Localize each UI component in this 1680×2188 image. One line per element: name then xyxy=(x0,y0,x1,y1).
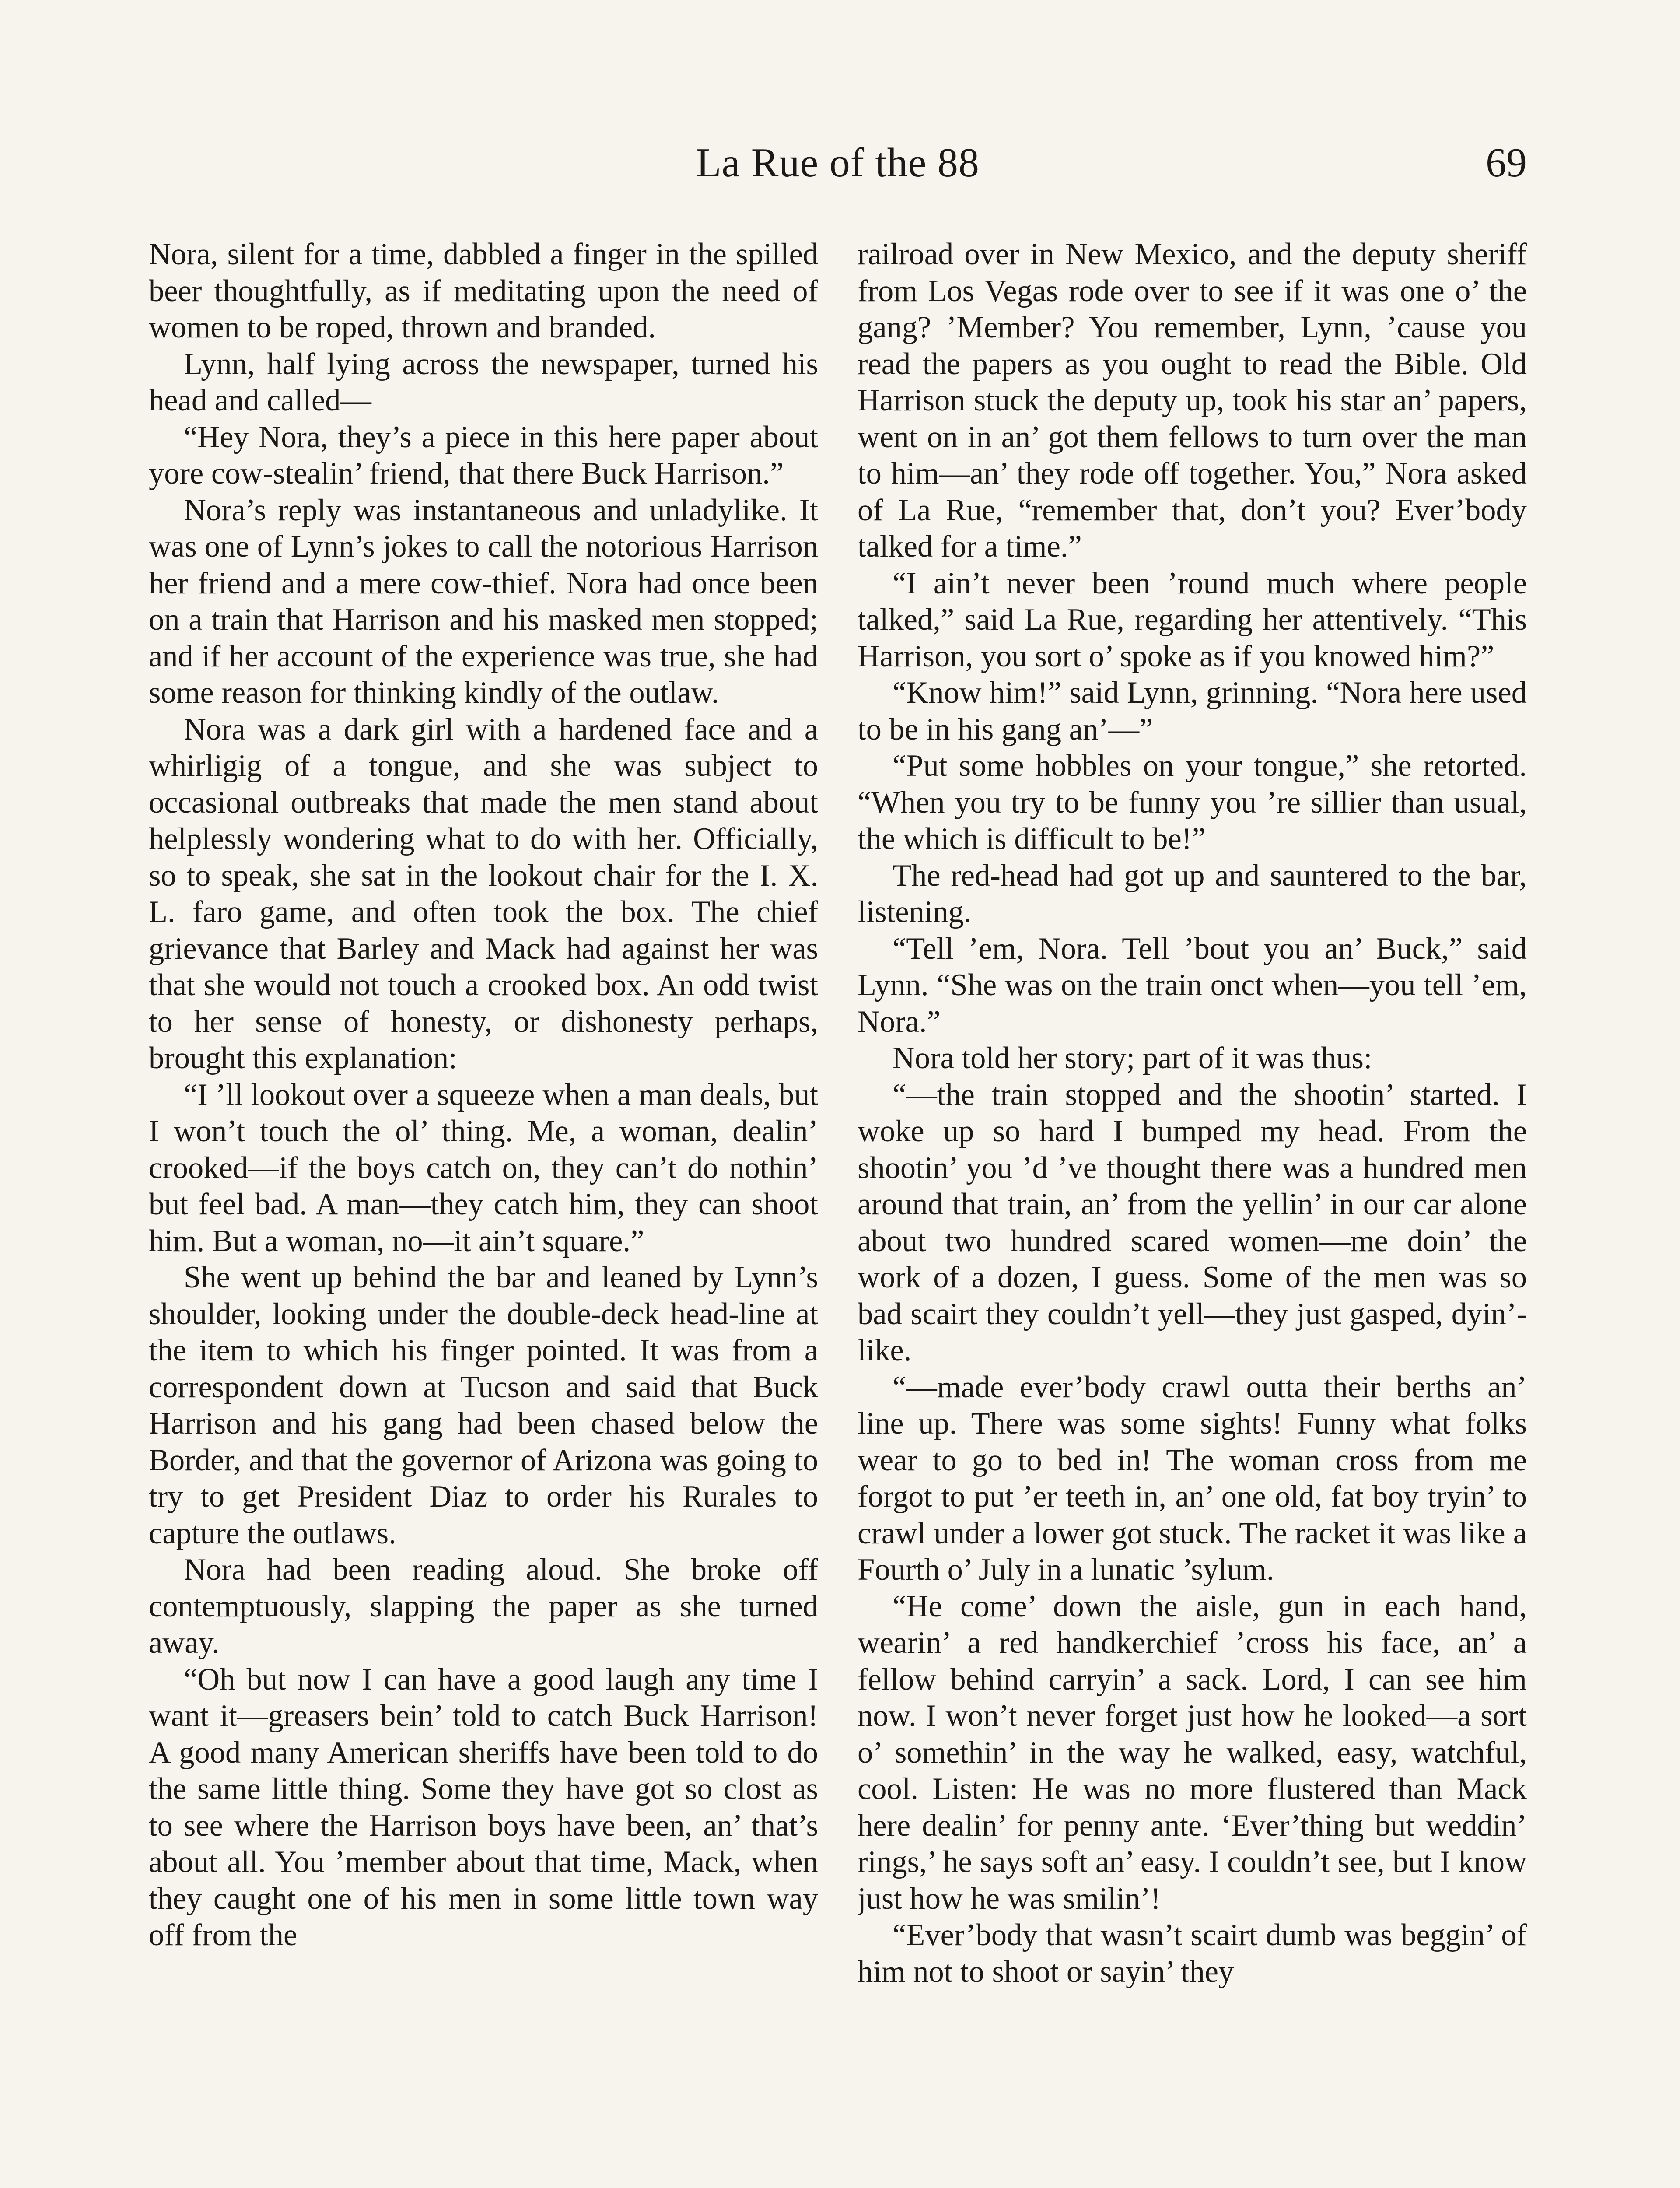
paragraph: Lynn, half lying across the newspaper, turned his head and called— xyxy=(149,347,818,417)
paragraph: “Ever’body that wasn’t scairt dumb was beggin’ of him not to shoot or sayin’ they xyxy=(858,1918,1527,1989)
paragraph: “Oh but now I can have a good laugh any time I want it—greasers bein’ told to catch Buck Harrison! A good many American sheriffs have been told to do the same little thing. Some they have got so clost as to see where the Harrison boys have been, an’ that’s about all. You ’member about that time, Mack, when they caught one of his men in some little town way off from the xyxy=(149,1662,818,1952)
paragraph: The red-head had got up and sauntered to the bar, listening. xyxy=(858,858,1527,929)
paragraph: “—made ever’body crawl outta their berths an’ line up. There was some sights! Funny what folks wear to go to bed in! The woman cross from me forgot to put ’er teeth in, an’ one old, fat boy tryin’ to crawl under a lower got stuck. The racket it was like a Fourth o’ July in a lunatic ’sylum. xyxy=(858,1370,1527,1587)
paragraph: “Put some hobbles on your tongue,” she retorted. “When you try to be funny you ’re sillier than usual, the which is difficult to be!” xyxy=(858,749,1527,856)
paragraph: She went up behind the bar and leaned by Lynn’s shoulder, looking under the double-deck head-line at the item to which his finger pointed. It was from a correspondent down at Tucson and said that Buck Harrison and his gang had been chased below the Border, and that the governor of Arizona was going to try to get President Diaz to order his Rurales to capture the outlaws. xyxy=(149,1260,818,1550)
paragraph: Nora had been reading aloud. She broke off contemptuously, slapping the paper as she turned away. xyxy=(149,1553,818,1660)
right-column xyxy=(858,236,1527,2188)
running-title: La Rue of the 88 xyxy=(696,140,980,186)
paragraph: Nora, silent for a time, dabbled a finger in the spilled beer thoughtfully, as if meditating upon the need of women to be roped, thrown and branded. xyxy=(149,237,818,344)
paragraph: “He come’ down the aisle, gun in each hand, wearin’ a red handkerchief ’cross his face, an’ a fellow behind carryin’ a sack. Lord, I can see him now. I won’t never forget just how he looked—a sort o’ somethin’ in the way he walked, easy, watchful, cool. Listen: He was no more flustered than Mack here dealin’ for penny ante. ‘Ever’thing but weddin’ rings,’ he says soft an’ easy. I couldn’t see, but I know just how he was smilin’! xyxy=(858,1589,1527,1916)
paragraph: Nora was a dark girl with a hardened face and a whirligig of a tongue, and she was subject to occasional outbreaks that made the men stand about helplessly wondering what to do with her. Officially, so to speak, she sat in the lookout chair for the I. X. L. faro game, and often took the box. The chief grievance that Barley and Mack had against her was that she would not touch a crooked box. An odd twist to her sense of honesty, or dishonesty perhaps, brought this explanation: xyxy=(149,712,818,1075)
paragraph: “I ain’t never been ’round much where people talked,” said La Rue, regarding her attentively. “This Harrison, you sort o’ spoke as if you knowed him?” xyxy=(858,566,1527,673)
paragraph: Nora’s reply was instantaneous and unladylike. It was one of Lynn’s jokes to call the notorious Harrison her friend and a mere cow-thief. Nora had once been on a train that Harrison and his masked men stopped; and if her account of the experience was true, she had some reason for thinking kindly of the outlaw. xyxy=(149,493,818,710)
paragraph: “Hey Nora, they’s a piece in this here paper about yore cow-stealin’ friend, that there Buck Harrison.” xyxy=(149,420,818,491)
page-header xyxy=(149,139,1527,205)
paragraph: Nora told her story; part of it was thus: xyxy=(892,1041,1372,1075)
text-columns xyxy=(149,236,1527,2188)
left-column xyxy=(149,236,818,2188)
paragraph: “Know him!” said Lynn, grinning. “Nora here used to be in his gang an’—” xyxy=(858,676,1527,747)
page-number: 69 xyxy=(1486,140,1527,186)
paragraph: railroad over in New Mexico, and the deputy sheriff from Los Vegas rode over to see if it was one o’ the gang? ’Member? You remember, Lynn, ’cause you read the papers as you ought to read the Bible. Old Harrison stuck the deputy up, took his star an’ papers, went on in an’ got them fellows to turn over the man to him—an’ they rode off together. You,” Nora asked of La Rue, “remember that, don’t you? Ever’body talked for a time.” xyxy=(858,237,1527,564)
paragraph: “Tell ’em, Nora. Tell ’bout you an’ Buck,” said Lynn. “She was on the train onct when—you tell ’em, Nora.” xyxy=(858,931,1527,1039)
paragraph: “I ’ll lookout over a squeeze when a man deals, but I won’t touch the ol’ thing. Me, a woman, dealin’ crooked—if the boys catch on, they can’t do nothin’ but feel bad. A man—they catch him, they can shoot him. But a woman, no—it ain’t square.” xyxy=(149,1077,818,1258)
paragraph: “—the train stopped and the shootin’ started. I woke up so hard I bumped my head. From the shootin’ you ’d ’ve thought there was a hundred men around that train, an’ from the yellin’ in our car alone about two hundred scared women—me doin’ the work of a dozen, I guess. Some of the men was so bad scairt they couldn’t yell—they just gasped, dyin’-like. xyxy=(858,1077,1527,1368)
